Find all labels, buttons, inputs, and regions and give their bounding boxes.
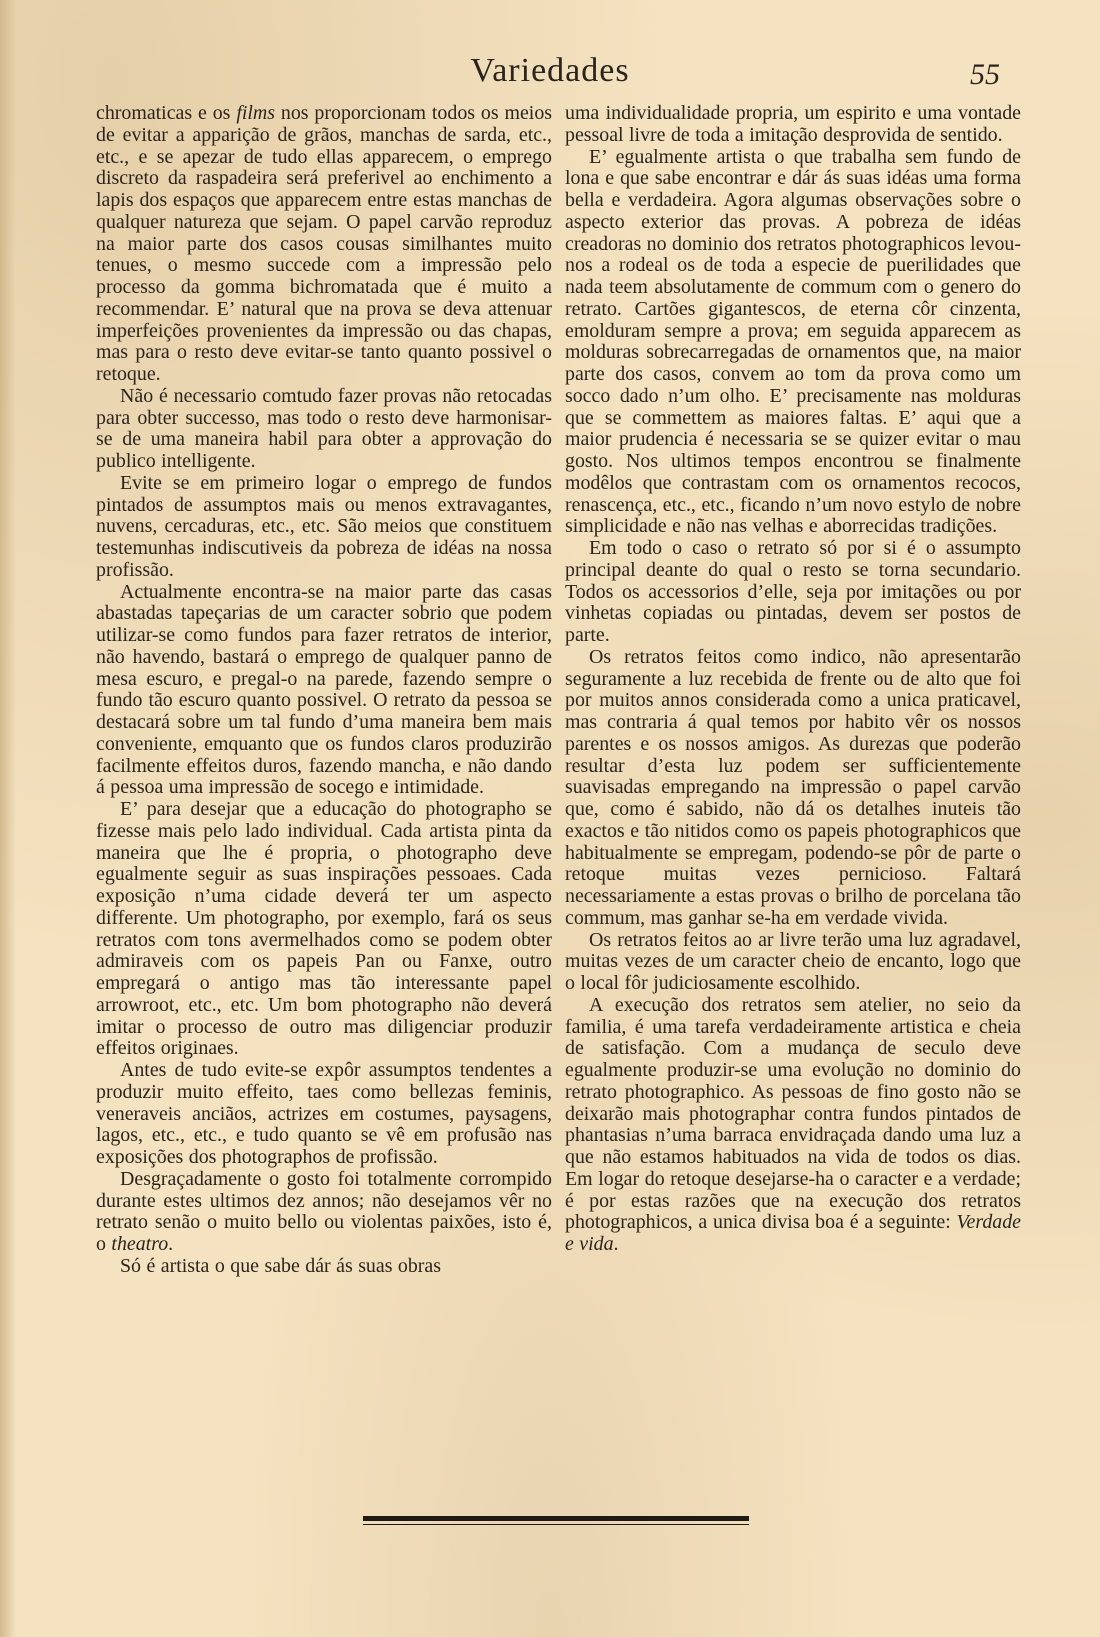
italic-motto: Verdade e vida	[565, 1211, 1021, 1255]
closing-rule-thick	[363, 1516, 749, 1521]
left-paragraph-4: Actualmente encontra-se na maior parte das casas abastadas tapeçarias de um caracter sobrio que podem utilizar-se como fundos para fazer retratos de interior, não havendo, bastará o emprego de qualquer panno de mesa escuro, e pregal-o na parede, fazendo sempre o fundo tão escuro quanto possivel. O retrato da pessoa se destacará sobre um tal fundo d’uma maneira bem mais conveniente, emquanto que os fundos claros produzirão facilmente effeitos duros, fazendo mancha, e não dando á pessoa uma impressão de socego e intimidade.	[96, 580, 552, 799]
italic-term: theatro	[111, 1233, 169, 1255]
left-paragraph-1	[96, 103, 552, 386]
right-column	[565, 103, 1021, 1256]
closing-rule-thin	[363, 1524, 749, 1525]
right-paragraph-6	[565, 995, 1021, 1256]
page-edge-shadow	[0, 0, 16, 1637]
right-paragraph-4: Os retratos feitos como indico, não apresentarão seguramente a luz recebida de frente ou de alto que foi por muitos annos considerada como a unica praticavel, mas contraria á qual temos por habito vêr os nossos parentes e os nossos amigos. As durezas que poderão resultar d’esta luz podem ser sufficientemente suavisadas empregando na impressão o papel carvão que, como é sabido, não dá os detalhes inuteis tão exactos e tão nitidos como os papeis photographicos que habitualmente se empregam, podendo-se pôr de parte o retoque muitas vezes pernicioso. Faltará necessariamente a estas provas o brilho de porcelana tão commum, mas ganhar se-ha em verdade vivida.	[565, 645, 1021, 929]
left-paragraph-6: Antes de tudo evite-se expôr assumptos tendentes a produzir muito effeito, taes como bellezas feminis, veneraveis anciãos, actrizes em costumes, paysagens, lagos, etc., etc., e tudo quanto se vê em profusão nas exposições dos photographos de profissão.	[96, 1059, 552, 1168]
text-run: Desgraçadamente o gosto foi totalmente corrompido durante estes ultimos dez annos; não desejamos vêr no retrato senão o muito bello ou violentas paixões, isto é, o	[96, 1167, 552, 1255]
italic-term: films	[236, 102, 275, 124]
text-run: .	[613, 1233, 619, 1255]
right-paragraph-2: E’ egualmente artista o que trabalha sem fundo de lona e que sabe encontrar e dár ás suas idéas uma forma bella e verdadeira. Agora algumas observações sobre o aspecto exterior das provas. A pobreza de idéas creadoras no dominio dos retratos photographicos levou-nos a rodeal os de toda a especie de puerilidades que nada teem absolutamente de commum com o genero do retrato. Cartões gigantescos, de eterna côr cinzenta, emolduram sempre a prova; em seguida apparecem as molduras sobrecarregadas de ornamentos que, na maior parte dos casos, convem ao tom da prova como um socco dado n’um olho. E’ precisamente nas molduras que se commettem as maiores faltas. E’ aqui que a maior prudencia é necessaria se se quizer evitar o mau gosto. Nos ultimos tempos encontrou se finalmente modêlos que contrastam com os ornamentos recocos, renascença, etc., etc., ficando n’um novo estylo de nobre simplicidade e não nas velhas e aborrecidas tradições.	[565, 145, 1021, 538]
text-run: .	[168, 1233, 174, 1255]
running-title: Variedades	[470, 52, 630, 89]
page-number: 55	[970, 58, 1000, 91]
left-column	[96, 103, 552, 1278]
left-paragraph-3: Evite se em primeiro logar o emprego de fundos pintados de assumptos mais ou menos extravagantes, nuvens, cercaduras, etc., etc. São meios que constituem testemunhas indiscutiveis da pobreza de idéas na nossa profissão.	[96, 471, 552, 581]
left-paragraph-7	[96, 1169, 552, 1256]
left-paragraph-5: E’ para desejar que a educação do photographo se fizesse mais pelo lado individual. Cada artista pinta da maneira que lhe é propria, o photographo deve egualmente seguir as suas inspirações pessoaes. Cada exposição n’uma cidade deverá ter um aspecto differente. Um photographo, por exemplo, fará os seus retratos com tons avermelhados como se podem obter admiraveis com os papeis Pan ou Fanxe, outro empregará o antigo mas tão interessante papel arrowroot, etc., etc. Um bom photographo não deverá imitar o processo de outro mas diligenciar produzir effeitos originaes.	[96, 798, 552, 1060]
right-paragraph-1: uma individualidade propria, um espirito e uma vontade pessoal livre de toda a imitação desprovida de sentido.	[565, 102, 1021, 146]
right-paragraph-3: Em todo o caso o retrato só por si é o assumpto principal deante do qual o resto se torna secundario. Todos os accessorios d’elle, seja por imitações ou por vinhetas copiadas ou pintadas, devem ser postos de parte.	[565, 537, 1021, 646]
text-run: chromaticas e os	[96, 102, 237, 124]
text-run: nos proporcionam todos os meios de evitar a apparição de grãos, manchas de sarda, etc., etc., e se apezar de tudo ellas apparecem, o emprego discreto da raspadeira será preferivel ao enchimento a lapis dos espaços que apparecem entre estas manchas de qualquer natureza que sejam. O papel carvão reproduz na maior parte dos casos cousas similhantes muito tenues, o mesmo succede com a impressão pelo processo da gomma bichromatada que é muito a recommendar. E’ natural que na prova se deva attenuar imperfeições provenientes da impressão ou das chapas, mas para o resto deve evitar-se tanto quanto possivel o retoque.	[96, 102, 552, 385]
left-paragraph-2: Não é necessario comtudo fazer provas não retocadas para obter successo, mas todo o resto deve harmonisar-se de uma maneira habil para obter a approvação do publico intelligente.	[96, 384, 552, 472]
right-paragraph-5: Os retratos feitos ao ar livre terão uma luz agradavel, muitas vezes de um caracter cheio de encanto, logo que o local fôr judiciosamente escolhido.	[565, 928, 1021, 994]
text-run: A execução dos retratos sem atelier, no seio da familia, é uma tarefa verdadeiramente artistica e cheia de satisfação. Com a mudança de seculo deve egualmente produzir-se uma evolução no dominio do retrato photographico. As pessoas de fino gosto não se deixarão mais photographar contra fundos pintados de phantasias n’uma barraca envidraçada dando uma luz a que não estamos habituados na vida de todos os dias. Em logar do retoque desejarse-ha o caracter e a verdade; é por estas razões que na execução dos retratos photographicos, a unica divisa boa é a seguinte:	[565, 993, 1021, 1234]
page-header	[0, 48, 1100, 98]
left-paragraph-8: Só é artista o que sabe dár ás suas obras	[120, 1254, 442, 1277]
